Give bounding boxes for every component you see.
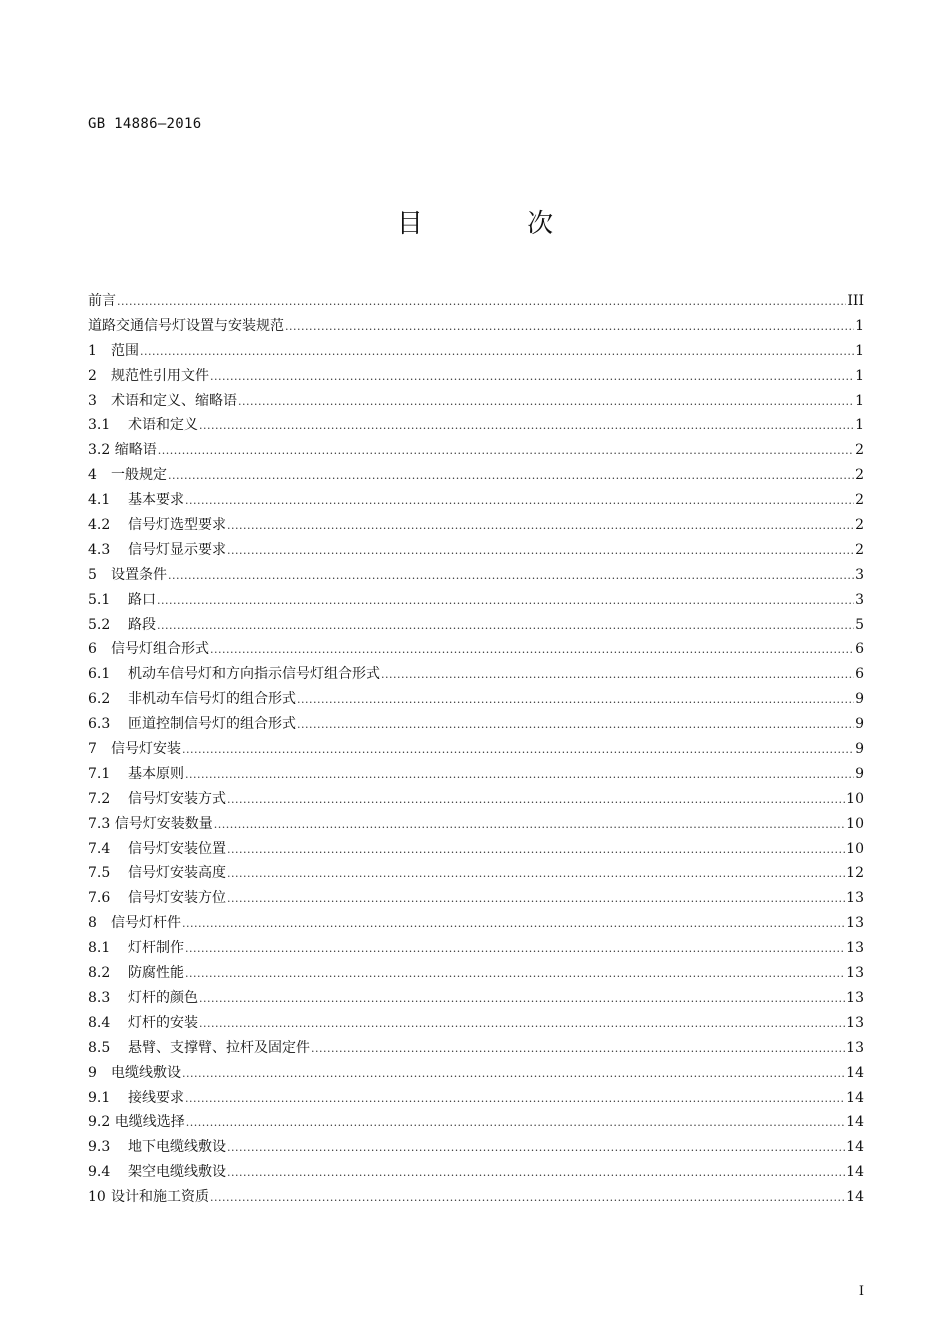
toc-dot-leader	[227, 892, 845, 905]
toc-entry[interactable]	[88, 788, 864, 813]
toc-entry[interactable]	[88, 887, 864, 912]
toc-entry-number: 6.1	[88, 666, 111, 683]
toc-entry-label	[88, 763, 184, 783]
toc-entry[interactable]	[88, 1087, 864, 1112]
toc-entry[interactable]	[88, 390, 864, 415]
toc-entry-number: 8.4	[88, 1014, 111, 1031]
toc-entry-page: 14	[846, 1164, 864, 1181]
toc-entry-text: 术语和定义	[128, 417, 198, 434]
toc-entry-label	[88, 738, 181, 758]
toc-entry[interactable]	[88, 862, 864, 887]
toc-entry-number: 9	[88, 1064, 97, 1081]
toc-entry[interactable]	[88, 539, 864, 564]
toc-entry[interactable]	[88, 763, 864, 788]
toc-entry-number: 8.5	[88, 1039, 111, 1056]
toc-entry-text: 一般规定	[111, 467, 167, 484]
toc-entry-text: 接线要求	[128, 1089, 184, 1106]
toc-entry-page: 1	[855, 417, 864, 434]
toc-entry-label	[88, 887, 226, 907]
toc-entry[interactable]	[88, 663, 864, 688]
toc-entry-text: 信号灯安装位置	[128, 840, 226, 857]
toc-entry-number: 9.1	[88, 1089, 111, 1106]
toc-entry-text: 路口	[128, 591, 156, 608]
toc-entry-label	[88, 589, 156, 609]
toc-entry-text: 非机动车信号灯的组合形式	[128, 691, 296, 708]
toc-entry[interactable]	[88, 564, 864, 589]
toc-entry-number: 5	[88, 566, 97, 583]
toc-dot-leader	[227, 544, 854, 557]
toc-dot-leader	[182, 1067, 845, 1080]
toc-entry-text: 基本要求	[128, 492, 184, 509]
toc-entry[interactable]	[88, 1062, 864, 1087]
toc-entry-number: 4.3	[88, 541, 111, 558]
toc-entry-number: 6.3	[88, 716, 111, 733]
toc-dot-leader	[210, 1191, 845, 1204]
toc-entry-page: 9	[855, 716, 864, 733]
toc-entry-number: 9.3	[88, 1139, 111, 1156]
toc-entry-number: 5.1	[88, 591, 111, 608]
toc-entry-text: 信号灯安装数量	[114, 815, 213, 832]
toc-entry-number: 4	[88, 467, 97, 484]
toc-entry-label	[88, 912, 181, 932]
toc-entry[interactable]	[88, 638, 864, 663]
toc-entry-label	[88, 1186, 209, 1206]
toc-entry-text: 缩略语	[114, 442, 157, 459]
toc-dot-leader	[227, 867, 845, 880]
toc-entry-number: 5.2	[88, 616, 111, 633]
toc-dot-leader	[285, 320, 854, 333]
toc-dot-leader	[210, 643, 854, 656]
toc-entry[interactable]	[88, 1037, 864, 1062]
toc-entry[interactable]	[88, 713, 864, 738]
toc-entry-text: 信号灯显示要求	[128, 541, 226, 558]
toc-entry-page: 3	[855, 591, 864, 608]
toc-entry[interactable]	[88, 688, 864, 713]
toc-entry[interactable]	[88, 290, 864, 315]
toc-entry-label	[88, 1111, 185, 1131]
toc-entry[interactable]	[88, 937, 864, 962]
toc-entry-page: 14	[846, 1114, 864, 1131]
toc-entry-label	[88, 788, 226, 808]
toc-entry-label	[88, 1161, 226, 1181]
toc-dot-leader	[381, 668, 854, 681]
toc-entry-number: 7.2	[88, 790, 111, 807]
toc-entry-page: 3	[855, 566, 864, 583]
toc-entry[interactable]	[88, 838, 864, 863]
toc-entry-number: 7.6	[88, 890, 111, 907]
toc-entry-label	[88, 862, 226, 882]
toc-entry-label	[88, 539, 226, 559]
toc-entry[interactable]	[88, 912, 864, 937]
toc-entry-text: 信号灯安装方式	[128, 790, 226, 807]
toc-entry-label	[88, 564, 167, 584]
toc-entry-page: 1	[855, 367, 864, 384]
toc-entry-number: 6	[88, 641, 97, 658]
toc-dot-leader	[199, 419, 854, 432]
toc-entry-label	[88, 1012, 198, 1032]
toc-entry[interactable]	[88, 315, 864, 340]
toc-entry-number: 9.2	[88, 1114, 111, 1131]
toc-entry-label	[88, 1062, 181, 1082]
toc-entry-text: 信号灯组合形式	[111, 641, 209, 658]
toc-entry[interactable]	[88, 614, 864, 639]
toc-entry[interactable]	[88, 365, 864, 390]
toc-entry-number: 7.4	[88, 840, 111, 857]
toc-dot-leader	[185, 942, 845, 955]
toc-entry-label	[88, 1136, 226, 1156]
toc-entry-page: 10	[846, 815, 864, 832]
toc-entry-label	[88, 340, 139, 360]
toc-dot-leader	[186, 1116, 845, 1129]
toc-entry-text: 信号灯杆件	[111, 915, 181, 932]
toc-entry-number: 4.1	[88, 492, 111, 509]
toc-entry-label	[88, 962, 184, 982]
toc-entry-number: 8.1	[88, 940, 111, 957]
toc-entry[interactable]	[88, 340, 864, 365]
toc-entry-text: 悬臂、支撑臂、拉杆及固定件	[128, 1039, 310, 1056]
table-of-contents	[88, 290, 864, 1211]
toc-entry-text: 架空电缆线敷设	[128, 1164, 226, 1181]
page-number: I	[858, 1284, 864, 1299]
toc-entry-label	[88, 464, 167, 484]
toc-dot-leader	[185, 967, 845, 980]
toc-entry-page: 6	[855, 641, 864, 658]
toc-entry-page: 14	[846, 1064, 864, 1081]
toc-entry-number: 3.1	[88, 417, 111, 434]
toc-entry[interactable]	[88, 589, 864, 614]
toc-entry-number: 7	[88, 741, 97, 758]
toc-entry-label	[88, 489, 184, 509]
toc-entry[interactable]	[88, 987, 864, 1012]
toc-entry-number: 7.1	[88, 765, 111, 782]
toc-dot-leader	[238, 395, 854, 408]
toc-dot-leader	[158, 444, 854, 457]
page-title: 目 次	[396, 209, 602, 239]
toc-entry-text: 术语和定义、缩略语	[111, 392, 237, 409]
toc-entry[interactable]	[88, 514, 864, 539]
toc-dot-leader	[168, 569, 854, 582]
toc-dot-leader	[210, 370, 854, 383]
toc-entry-text: 范围	[111, 342, 139, 359]
toc-entry-page: 1	[855, 342, 864, 359]
toc-entry-text: 信号灯安装高度	[128, 865, 226, 882]
toc-dot-leader	[182, 917, 845, 930]
toc-entry-text: 信号灯安装方位	[128, 890, 226, 907]
toc-entry-text: 电缆线选择	[114, 1114, 185, 1131]
toc-entry-text: 设计和施工资质	[111, 1189, 209, 1206]
toc-entry-page: 13	[846, 940, 864, 957]
toc-entry-number: 8.3	[88, 989, 111, 1006]
toc-entry-text: 匝道控制信号灯的组合形式	[128, 716, 296, 733]
toc-dot-leader	[227, 793, 845, 806]
toc-entry-number: 4.2	[88, 517, 111, 534]
toc-entry-number: 8	[88, 915, 97, 932]
toc-dot-leader	[185, 494, 854, 507]
toc-entry-page: 9	[855, 765, 864, 782]
toc-entry-page: 2	[855, 467, 864, 484]
toc-entry-page: 12	[846, 865, 864, 882]
toc-dot-leader	[297, 693, 854, 706]
toc-entry-page: 14	[846, 1189, 864, 1206]
toc-entry-label	[88, 813, 213, 833]
toc-entry-page: III	[847, 293, 864, 309]
toc-entry-number: 9.4	[88, 1164, 111, 1181]
toc-dot-leader	[182, 743, 854, 756]
toc-entry[interactable]	[88, 489, 864, 514]
toc-dot-leader	[140, 345, 854, 358]
toc-entry-page: 14	[846, 1089, 864, 1106]
toc-entry[interactable]	[88, 813, 864, 838]
toc-dot-leader	[185, 768, 854, 781]
toc-entry[interactable]	[88, 1012, 864, 1037]
toc-entry-page: 13	[846, 1014, 864, 1031]
toc-dot-leader	[297, 718, 854, 731]
toc-dot-leader	[227, 519, 854, 532]
toc-entry-number: 1	[88, 342, 97, 359]
toc-dot-leader	[185, 1092, 845, 1105]
toc-entry[interactable]	[88, 1136, 864, 1161]
toc-dot-leader	[157, 594, 854, 607]
toc-entry-text: 地下电缆线敷设	[128, 1139, 226, 1156]
toc-entry[interactable]	[88, 1111, 864, 1136]
toc-dot-leader	[227, 1166, 845, 1179]
toc-entry-label	[88, 838, 226, 858]
toc-entry-page: 13	[846, 1039, 864, 1056]
toc-entry[interactable]	[88, 464, 864, 489]
toc-entry-label	[88, 987, 198, 1007]
toc-entry-page: 6	[855, 666, 864, 683]
toc-entry-label	[88, 365, 209, 385]
toc-entry-text: 前言	[88, 293, 116, 309]
toc-entry-page: 2	[855, 541, 864, 558]
toc-dot-leader	[117, 295, 846, 308]
toc-entry[interactable]	[88, 439, 864, 464]
toc-entry-text: 规范性引用文件	[111, 367, 209, 384]
toc-entry[interactable]	[88, 738, 864, 763]
toc-dot-leader	[227, 1141, 845, 1154]
toc-entry-text: 灯杆的安装	[128, 1014, 198, 1031]
toc-entry-label	[88, 713, 296, 733]
toc-entry[interactable]	[88, 962, 864, 987]
toc-entry-label	[88, 514, 226, 534]
toc-entry-label	[88, 663, 380, 683]
toc-entry-text: 路段	[128, 616, 156, 633]
toc-entry-page: 10	[846, 790, 864, 807]
toc-entry-page: 2	[855, 492, 864, 509]
toc-entry-label	[88, 414, 198, 434]
toc-entry[interactable]	[88, 1186, 864, 1211]
toc-entry-page: 1	[855, 392, 864, 409]
toc-entry-text: 信号灯安装	[111, 741, 181, 758]
toc-entry-text: 基本原则	[128, 765, 184, 782]
toc-dot-leader	[168, 469, 854, 482]
toc-entry-page: 14	[846, 1139, 864, 1156]
toc-entry-label	[88, 937, 184, 957]
toc-entry-text: 灯杆的颜色	[128, 989, 198, 1006]
toc-entry-label	[88, 439, 157, 459]
toc-entry-label	[88, 1087, 184, 1107]
toc-entry-text: 防腐性能	[128, 965, 184, 982]
toc-dot-leader	[199, 992, 845, 1005]
toc-entry-text: 机动车信号灯和方向指示信号灯组合形式	[128, 666, 380, 683]
toc-entry-label	[88, 1037, 310, 1057]
toc-entry-page: 13	[846, 965, 864, 982]
toc-entry-number: 7.5	[88, 865, 111, 882]
toc-dot-leader	[157, 619, 854, 632]
toc-entry-number: 6.2	[88, 691, 111, 708]
toc-entry-page: 5	[855, 616, 864, 633]
toc-dot-leader	[311, 1042, 845, 1055]
toc-entry-label	[88, 290, 116, 310]
toc-dot-leader	[227, 843, 845, 856]
toc-entry-page: 13	[846, 890, 864, 907]
toc-entry-page: 1	[855, 317, 864, 334]
toc-entry-page: 9	[855, 691, 864, 708]
toc-entry-label	[88, 688, 296, 708]
toc-entry-text: 设置条件	[111, 566, 167, 583]
toc-entry-text: 信号灯选型要求	[128, 517, 226, 534]
toc-entry-page: 10	[846, 840, 864, 857]
toc-entry-number: 8.2	[88, 965, 111, 982]
toc-entry-number: 10	[88, 1189, 106, 1206]
toc-entry[interactable]	[88, 1161, 864, 1186]
toc-entry-number: 2	[88, 367, 97, 384]
toc-entry-page: 2	[855, 517, 864, 534]
toc-entry-number: 7.3	[88, 815, 111, 832]
toc-entry-label	[88, 315, 284, 335]
toc-entry-label	[88, 390, 237, 410]
toc-entry-page: 13	[846, 915, 864, 932]
toc-entry-label	[88, 638, 209, 658]
toc-entry-text: 电缆线敷设	[111, 1064, 181, 1081]
toc-entry-page: 2	[855, 442, 864, 459]
toc-entry-number: 3	[88, 392, 97, 409]
toc-dot-leader	[199, 1017, 845, 1030]
toc-entry-page: 9	[855, 741, 864, 758]
toc-entry-text: 灯杆制作	[128, 940, 184, 957]
standard-code: GB 14886—2016	[88, 116, 202, 132]
toc-entry[interactable]	[88, 414, 864, 439]
toc-entry-text: 道路交通信号灯设置与安装规范	[88, 317, 284, 334]
toc-dot-leader	[214, 818, 845, 831]
toc-entry-page: 13	[846, 989, 864, 1006]
toc-entry-label	[88, 614, 156, 634]
toc-entry-number: 3.2	[88, 442, 111, 459]
